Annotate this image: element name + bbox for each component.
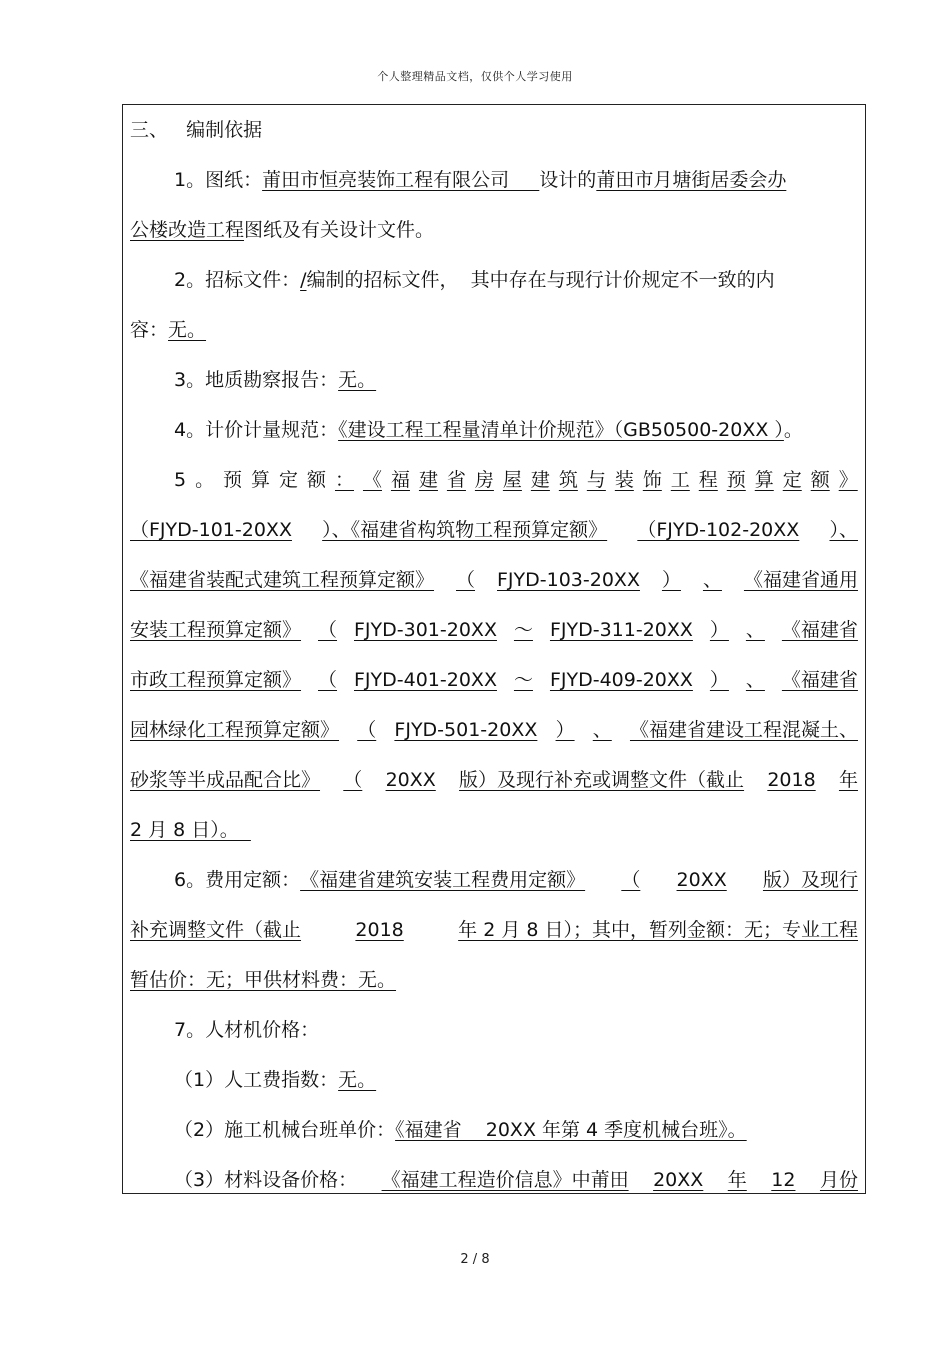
item-5-l1-part: 房 [474,469,494,491]
item-5-l7-part: 20XX [385,769,436,791]
item-6-l2-part: 年 2 月 8 日）；其中，暂列金额：无；专业工程 [458,919,858,941]
item-1-line-1 [130,167,858,193]
item-5-l1-part: 福 [390,469,410,491]
item-5-l4-part: 安装工程预算定额》 [130,619,302,641]
item-5-l1-part: 5 [174,469,187,491]
item-4 [130,417,858,443]
item-5-l6-part: 、 [592,719,612,741]
item-5-line-4 [130,617,858,643]
item-5-l5-part: ） [709,669,729,691]
item-5-l7-part: 版）及现行补充或调整文件（截止 [459,769,745,791]
item-5-line-3 [130,567,858,593]
item-5-l1-part: 装 [614,469,634,491]
item-6-l1-part: 《福建省建筑安装工程费用定额》 [300,869,586,891]
item-5-l5-part: 《福建省 [781,669,858,691]
item-5-l4-part: ） [709,619,729,641]
item-1-project-cont: 公楼改造工程 [130,219,245,241]
item-5-l3-part: 《福建省装配式建筑工程预算定额》 [130,569,435,591]
item-5-l1-part: 程 [698,469,718,491]
item-7-title [130,1017,858,1043]
item-5-line-2 [130,517,858,543]
item-5-l1-part: 额 [307,469,327,491]
item-6-l3: 暂估价：无；甲供材料费：无。 [130,969,397,991]
item-5-l2-part: （FJYD-102-20XX [637,519,800,541]
page-number: 2 / 8 [460,1252,490,1267]
item-1-rest: 图纸及有关设计文件。 [244,219,435,241]
item-5-line-8 [130,817,858,843]
item-5-l5-part: 市政工程预算定额》 [130,669,302,691]
item-2-value: 无。 [168,319,207,341]
item-5-l1-part: 建 [418,469,438,491]
item-2-slash: / [300,269,307,291]
item-5-l6-part: 园林绿化工程预算定额》 [130,719,340,741]
item-5-l1-part: 》 [838,469,858,491]
item-6-l2-part: 补充调整文件（截止 [130,919,302,941]
item-4-prefix: 4。计价计量规范： [174,419,339,441]
item-7-sub-3-part: 《福建工程造价信息》中莆田 [381,1169,629,1191]
item-5-l3-part: 《福建省通用 [743,569,858,591]
item-7-sub-3-part: 20XX [653,1169,704,1191]
item-5-l7-part: （ [343,769,363,791]
item-1-prefix: 1。图纸： [174,169,263,191]
item-6-l1-part: （ [621,869,641,891]
item-3-prefix: 3。地质勘察报告： [174,369,339,391]
item-7-sub-3-part: 年 [727,1169,747,1191]
item-5-l7-part: 2018 [767,769,816,791]
item-7-title-text: 7。人材机价格： [174,1019,320,1041]
item-5-l1-part: 省 [446,469,466,491]
item-7-sub-2-value: 《福建省 20XX 年第 4 季度机械台班》。 [395,1119,747,1141]
item-5-l6-part: FJYD-501-20XX [394,719,538,741]
item-5-l4-part: 《福建省 [781,619,858,641]
item-6-l1-part: 20XX [676,869,727,891]
section-title [130,117,858,143]
item-7-sub-3-part: （3）材料设备价格： [174,1169,358,1191]
item-1-mid: 设计的 [539,169,597,191]
item-5-l6-part: 《福建省建设工程混凝土、 [629,719,858,741]
item-5-l1-part: 筑 [558,469,578,491]
item-5-l1-part: 算 [754,469,774,491]
section-title-text: 三、 编制依据 [130,119,263,141]
item-7-sub-3-part: 月份 [819,1169,858,1191]
item-5-l5-part: FJYD-401-20XX [354,669,497,691]
item-2-rest: 编制的招标文件， 其中存在与现行计价规定不一致的内 [306,269,775,291]
item-7-sub-3-part: 12 [771,1169,796,1191]
item-5-l1-part: 屋 [502,469,522,491]
item-5-l1-part: 算 [251,469,271,491]
item-5-l5-part: 、 [745,669,765,691]
item-5-l5-part: （ [318,669,338,691]
item-5-l1-part: 预 [223,469,243,491]
item-5-l4-part: （ [318,619,338,641]
item-7-sub-1-value: 无。 [338,1069,377,1091]
item-5-l2-part: （FJYD-101-20XX [130,519,292,541]
item-5-l4-part: 、 [745,619,765,641]
item-1-project: 莆田市月塘街居委会办 [596,169,787,191]
item-5-l3-part: 、 [702,569,722,591]
item-5-l1-part: 饰 [642,469,662,491]
item-5-l4-part: FJYD-311-20XX [549,619,693,641]
item-3-value: 无。 [338,369,377,391]
item-7-sub-1 [130,1067,858,1093]
item-5-l3-part: FJYD-103-20XX [497,569,640,591]
item-5-l3-part: ） [661,569,681,591]
item-5-l8: 2 月 8 日）。 [130,819,251,841]
item-5-l6-part: （ [357,719,377,741]
item-5-l1-part: ： [334,469,354,491]
item-5-l1-part: 预 [726,469,746,491]
item-5-l3-part: （ [456,569,476,591]
item-2-prefix: 2。招标文件： [174,269,301,291]
item-2-line2-prefix: 容： [130,319,169,341]
item-5-l1-part: 定 [782,469,802,491]
item-5-line-1 [130,467,858,493]
item-5-l5-part: ～ [513,669,533,691]
item-3 [130,367,858,393]
item-6-line-2 [130,917,858,943]
item-5-l1-part: 与 [586,469,606,491]
item-5-l1-part: 额 [810,469,830,491]
item-5-l1-part: 《 [362,469,382,491]
item-2-line-1 [130,267,858,293]
item-5-l6-part: ） [555,719,575,741]
item-5-l2-part: ）、 [829,519,858,541]
item-5-line-5 [130,667,858,693]
item-7-sub-1-prefix: （1）人工费指数： [174,1069,339,1091]
item-5-l1-part: 工 [670,469,690,491]
item-7-sub-2-prefix: （2）施工机械台班单价： [174,1119,396,1141]
item-6-l1-part: 版）及现行 [762,869,858,891]
item-5-line-6 [130,717,858,743]
item-6-line-1 [130,867,858,893]
item-1-company: 莆田市恒亮装饰工程有限公司 [262,169,540,191]
item-6-l1-value [300,867,858,893]
item-4-value: 《建设工程工程量清单计价规范》（GB50500-20XX ） [338,419,784,441]
item-5-l1-part: 定 [279,469,299,491]
item-5-line-7 [130,767,858,793]
item-5-l4-part: FJYD-301-20XX [354,619,497,641]
item-2-line-2 [130,317,858,343]
item-5-l1-part: 。 [195,469,215,491]
item-7-sub-3 [130,1167,858,1193]
item-5-l1-part: 建 [530,469,550,491]
item-6-line-3 [130,967,858,993]
item-5-l2-part: ）、《福建省构筑物工程预算定额》 [322,519,608,541]
item-5-l7-part: 年 [838,769,858,791]
item-7-sub-2 [130,1117,858,1143]
item-1-line-2 [130,217,858,243]
item-6-l2-part: 2018 [355,919,404,941]
item-5-l5-part: FJYD-409-20XX [549,669,693,691]
item-4-suffix: 。 [783,419,803,441]
item-6-prefix: 6。费用定额： [174,869,301,891]
item-5-l7-part: 砂浆等半成品配合比》 [130,769,321,791]
page-header: 个人整理精品文档，仅供个人学习使用 [377,70,573,83]
item-5-l4-part: ～ [513,619,533,641]
